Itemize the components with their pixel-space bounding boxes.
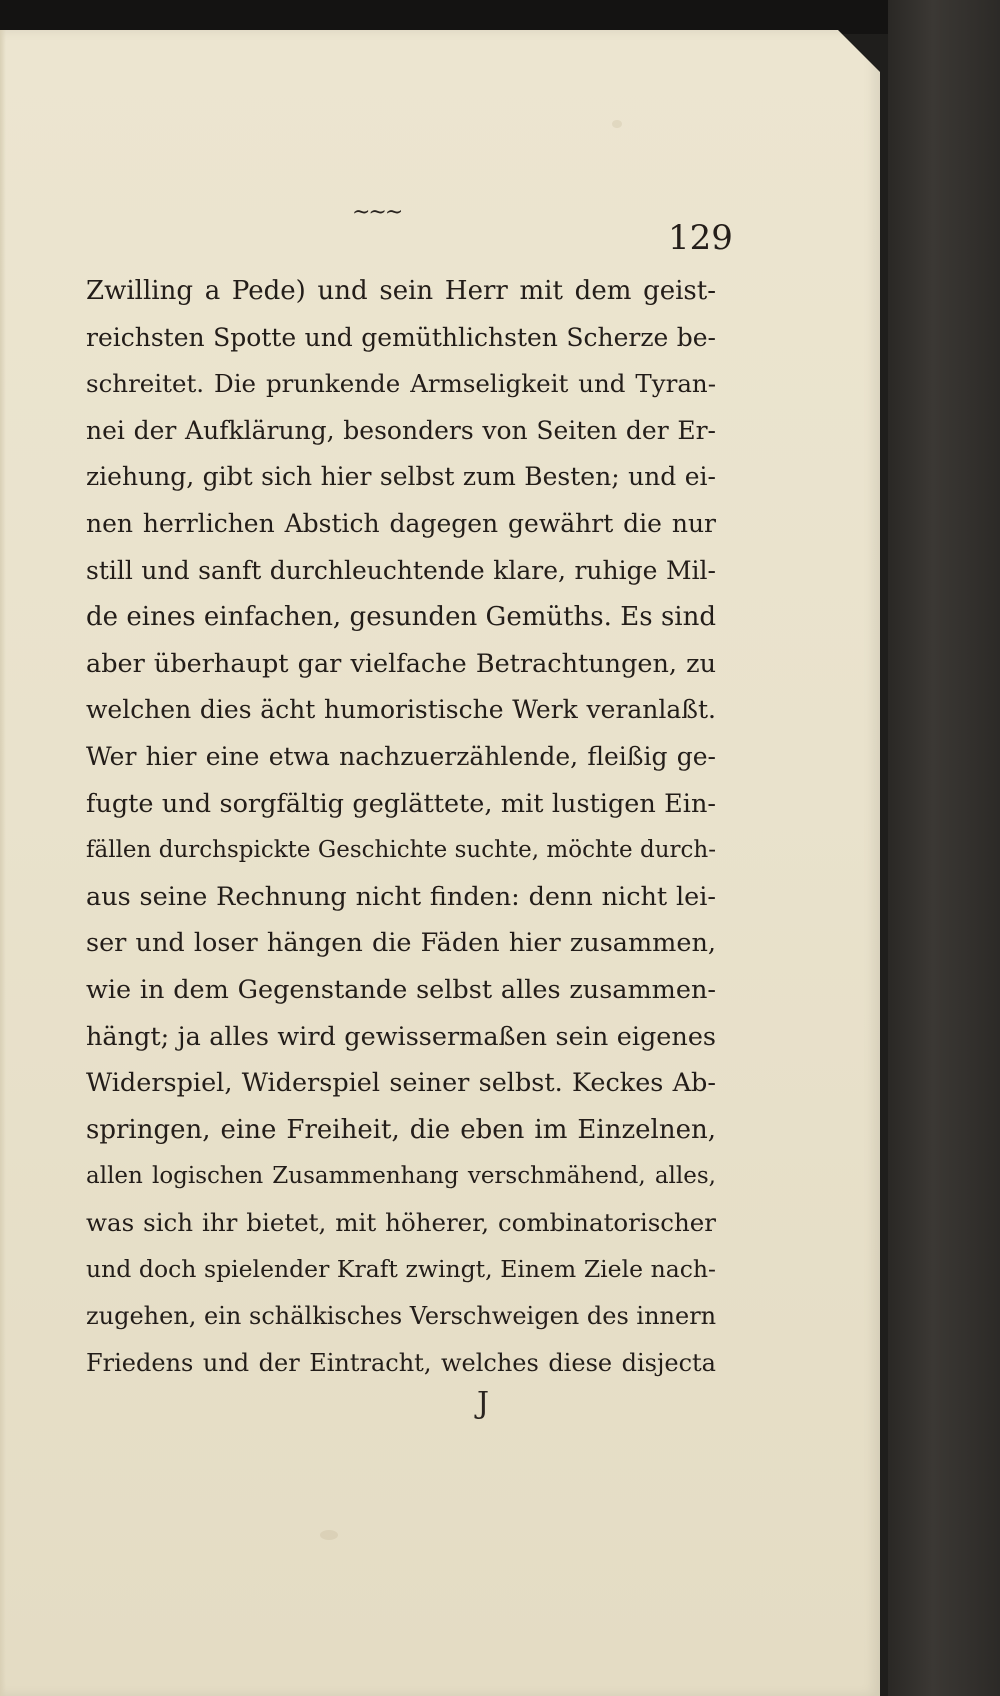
text-line: springen, eine Freiheit, die eben im Einzelnen, <box>86 1114 716 1145</box>
text-line: allen logischen Zusammenhang verschmähend, alles, <box>86 1163 716 1190</box>
text-line: welchen dies ächt humoristische Werk veranlaßt. <box>86 695 716 725</box>
page-number: 129 <box>668 218 733 258</box>
paper-stain <box>320 1530 338 1540</box>
text-line: ser und loser hängen die Fäden hier zusammen, <box>86 928 716 959</box>
text-line: fällen durchspickte Geschichte suchte, möchte durch- <box>86 837 716 864</box>
text-line: ziehung, gibt sich hier selbst zum Besten; und ei- <box>86 462 716 492</box>
text-line: Friedens und der Eintracht, welches diese disjecta <box>86 1348 716 1377</box>
text-line: was sich ihr bietet, mit höherer, combinatorischer <box>86 1207 716 1237</box>
text-line: aus seine Rechnung nicht finden: denn nicht lei- <box>86 881 716 912</box>
text-line: hängt; ja alles wird gewissermaßen sein eigenes <box>86 1021 716 1052</box>
text-line: still und sanft durchleuchtende klare, ruhige Mil- <box>86 555 716 585</box>
text-line: schreitet. Die prunkende Armseligkeit und Tyran- <box>86 369 716 399</box>
text-line: Zwilling a Pede) und sein Herr mit dem geist- <box>86 276 716 306</box>
book-cover-edge <box>888 0 1000 1696</box>
body-text <box>86 268 716 1386</box>
text-line: nei der Aufklärung, besonders von Seiten der Er- <box>86 415 716 445</box>
text-line: de eines einfachen, gesunden Gemüths. Es sind <box>86 602 716 633</box>
text-line: fugte und sorgfältig geglättete, mit lustigen Ein- <box>86 788 716 819</box>
book-cover-top <box>0 0 1000 34</box>
text-line: zugehen, ein schälkisches Verschweigen des innern <box>86 1302 717 1331</box>
header-ornament-icon: ~~~ <box>352 200 402 225</box>
page-gutter-shadow <box>0 30 6 1696</box>
text-line: Widerspiel, Widerspiel seiner selbst. Keckes Ab- <box>86 1068 716 1099</box>
paper-stain <box>612 120 622 128</box>
text-line: reichsten Spotte und gemüthlichsten Scherze be- <box>86 322 716 352</box>
text-line: Wer hier eine etwa nachzuerzählende, fleißig ge- <box>86 741 716 771</box>
text-line: nen herrlichen Abstich dagegen gewährt die nur <box>86 508 716 538</box>
signature-mark: J <box>477 1386 490 1421</box>
text-line: und doch spielender Kraft zwingt, Einem Ziele nach- <box>86 1255 716 1284</box>
text-line: wie in dem Gegenstande selbst alles zusammen- <box>86 974 716 1005</box>
text-line: aber überhaupt gar vielfache Betrachtungen, zu <box>86 648 716 679</box>
